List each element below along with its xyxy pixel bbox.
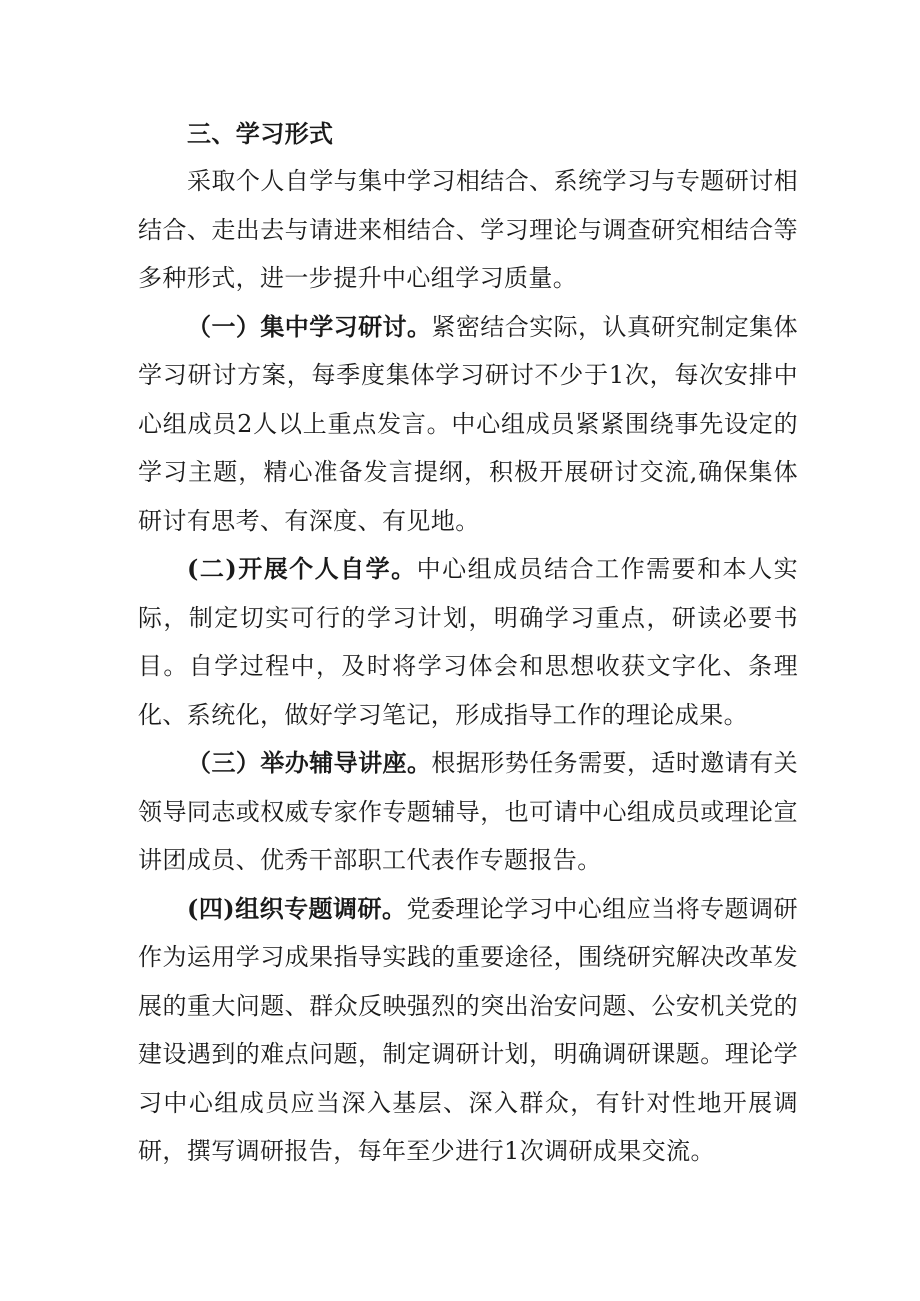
item-lead-3: （三）举办辅导讲座。	[187, 748, 432, 777]
item-lead-2: (二)开展个人自学。	[187, 554, 417, 583]
item-lead-1: （一）集中学习研讨。	[187, 311, 432, 341]
intro-paragraph: 采取个人自学与集中学习相结合、系统学习与专题研讨相结合、走出去与请进来相结合、学习理论与调查研究相结合等多种形式，进一步提升中心组学习质量。	[138, 167, 798, 292]
section-heading: 三、学习形式	[187, 119, 334, 148]
item-body-3: 根据形势任务需要，适时邀请有关领导同志或权威专家作专题辅导，也可请中心组成员或理论宣讲团成员、优秀干部职工代表作专题报告。	[138, 749, 799, 874]
item-body-1: 紧密结合实际，认真研究制定集体学习研讨方案，每季度集体学习研讨不少于1次，每次安排中心组成员2人以上重点发言。中心组成员紧紧围绕事先设定的学习主题，精心准备发言提纲，积极开展研讨交流,确保集体研讨有思考、有深度、有见地。	[138, 312, 799, 535]
item-paragraph-4	[138, 885, 798, 1176]
item-paragraph-1	[138, 303, 798, 546]
item-body-2: 中心组成员结合工作需要和本人实际，制定切实可行的学习计划，明确学习重点，研读必要书目。自学过程中，及时将学习体会和思想收获文字化、条理化、系统化，做好学习笔记，形成指导工作的理论成果。	[138, 555, 799, 729]
item-body-4: 党委理论学习中心组应当将专题调研作为运用学习成果指导实践的重要途径，围绕研究解决改革发展的重大问题、群众反映强烈的突出治安问题、公安机关党的建设遇到的难点问题，制定调研计划，明确调研课题。理论学习中心组成员应当深入基层、深入群众，有针对性地开展调研，撰写调研报告，每年至少进行1次调研成果交流。	[138, 894, 798, 1165]
item-paragraph-2	[138, 545, 798, 739]
item-paragraph-3	[138, 739, 798, 885]
document-body	[138, 157, 798, 1176]
item-lead-4: (四)组织专题调研。	[187, 893, 407, 923]
